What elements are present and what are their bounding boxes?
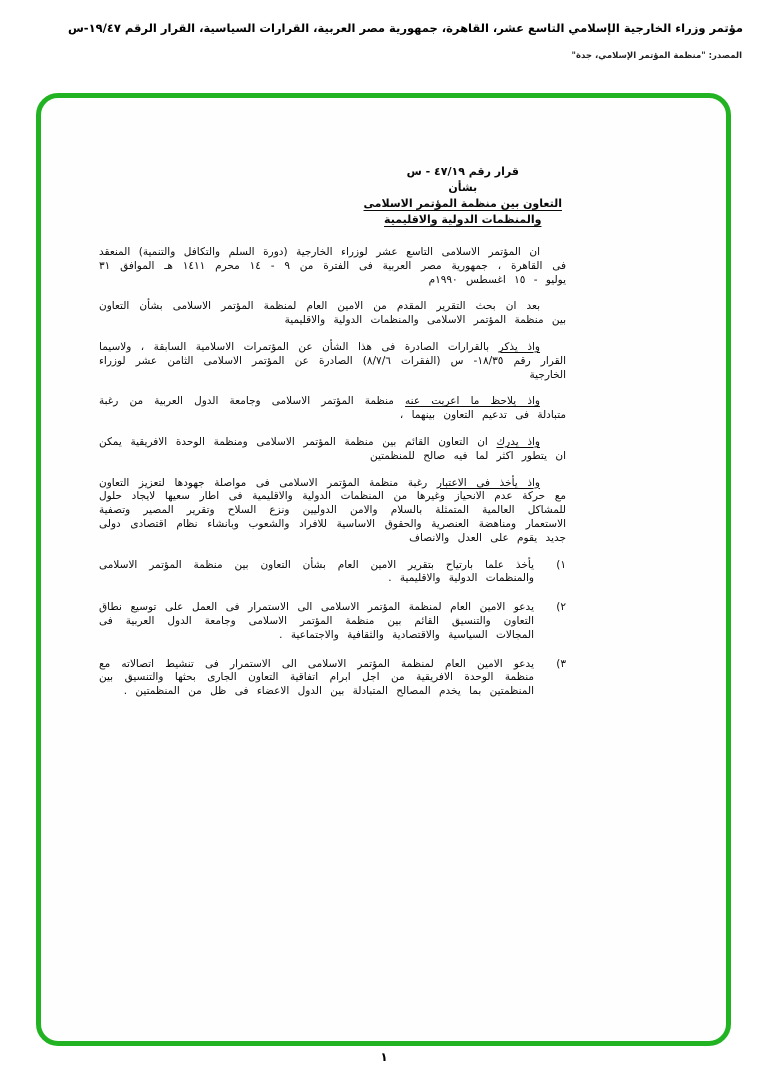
doc-items xyxy=(99,559,566,699)
doc-item xyxy=(99,559,566,587)
doc-title-line: التعاون بين منظمة المؤتمر الاسلامى xyxy=(363,197,562,210)
doc-title-block xyxy=(364,164,562,228)
doc-item xyxy=(99,601,566,642)
doc-item xyxy=(99,658,566,699)
doc-paragraph: واذ يدرك ان التعاون القائم بين منظمة المؤتمر الاسلامى ومنظمة الوحدة الافريقية يمكن ان يتطور اكثر لما فيه صالح للمنظمتين xyxy=(99,435,566,462)
doc-paragraph: واذ يذكر بالقرارات الصادرة فى هذا الشأن عن المؤتمرات الاسلامية السابقة ، ولاسيما القرار رقم ١٨/٣٥- س (الفقرات ٨/٧/٦) الصادرة عن المؤتمر الاسلامى الثامن عشر لوزراء الخارجية xyxy=(99,340,566,381)
paragraph-lead-underlined: واذ يدرك xyxy=(496,435,540,448)
paragraph-lead-underlined: واذ يأخذ فى الاعتبار xyxy=(436,476,540,489)
document-header-title: مؤتمر وزراء الخارجية الإسلامي التاسع عشر، القاهرة، جمهورية مصر العربية، القرارات السياسية، القرار الرقم ١٩/٤٧-س xyxy=(67,21,743,35)
doc-paragraph: ان المؤتمر الاسلامى التاسع عشر لوزراء الخارجية (دورة السلم والتكافل والتنمية) المنعقد فى القاهرة ، جمهورية مصر العربية فى الفترة من ٩ - ١٤ محرم ١٤١١ هـ الموافق ٣١ يوليو - ١٥ اغسطس ١٩٩٠م xyxy=(99,246,566,286)
doc-paragraph: واذ يأخذ فى الاعتبار رغبة منظمة المؤتمر الاسلامى فى مواصلة جهودها لتعزيز التعاون مع حركة عدم الانحياز وغيرها من المنظمات الدولية والاقليمية فى اطار سعيها لايجاد حلول للمشاكل العالمية المتمثلة بالسلام والامن الدوليين ونزع السلاح وتقرير المصير وتصفية الاستعمار ومناهضة العنصرية والحقوق الاساسية للافراد والشعوب وبانشاء نظام اقتصادى دولى جديد يقوم على العدل والانصاف xyxy=(99,476,566,544)
paragraph-lead-underlined: واذ يلاحظ ما اعربت عنه xyxy=(405,395,540,408)
doc-paragraph: بعد ان بحث التقرير المقدم من الامين العام لمنظمة المؤتمر الاسلامى بشأن التعاون بين منظمة المؤتمر الاسلامى والمنظمات الدولية والاقليمية xyxy=(99,300,566,327)
doc-title-line: والمنظمات الدولية والاقليمية xyxy=(384,213,542,226)
item-number: ٢) xyxy=(556,601,566,614)
doc-paragraphs xyxy=(99,246,566,546)
item-text: يدعو الامين العام لمنظمة المؤتمر الاسلامى الى الاستمرار فى العمل على توسيع نطاق التعاون والتنسيق القائم بين منظمة المؤتمر الاسلامى وجامعة الدول العربية فى المجالات السياسية والاقتصادية والثقافية والاجتماعية . xyxy=(99,601,534,641)
item-number: ١) xyxy=(556,558,566,571)
doc-title-line: قرار رقم ٤٧/١٩ - س xyxy=(406,165,519,178)
doc-paragraph: واذ يلاحظ ما اعربت عنه منظمة المؤتمر الاسلامى وجامعة الدول العربية من رغبة متبادلة فى تدعيم التعاون بينهما ، xyxy=(99,395,566,422)
document-source-line: المصدر: "منظمة المؤتمر الإسلامي، جدة" xyxy=(571,51,742,61)
paragraph-lead-underlined: واذ يذكر xyxy=(498,340,540,353)
doc-title-line: بشأن xyxy=(448,181,478,194)
item-number: ٣) xyxy=(556,657,566,670)
green-border-frame xyxy=(36,93,731,1046)
item-text: يأخذ علما بارتياح بتقرير الامين العام بشأن التعاون بين منظمة المؤتمر الاسلامى والمنظمات الدولية والاقليمية . xyxy=(99,558,534,585)
item-text: يدعو الامين العام لمنظمة المؤتمر الاسلامى الى الاستمرار فى تنشيط اتصالاته مع منظمة الوحدة الافريقية من اجل ابرام اتفاقية التعاون الجارى بحثها والتنسيق بين المنظمتين بما يخدم المصالح المتبادلة بين الدول الاعضاء فى ظل من المنظمتين . xyxy=(99,657,534,698)
page-number: ١ xyxy=(380,1050,388,1064)
